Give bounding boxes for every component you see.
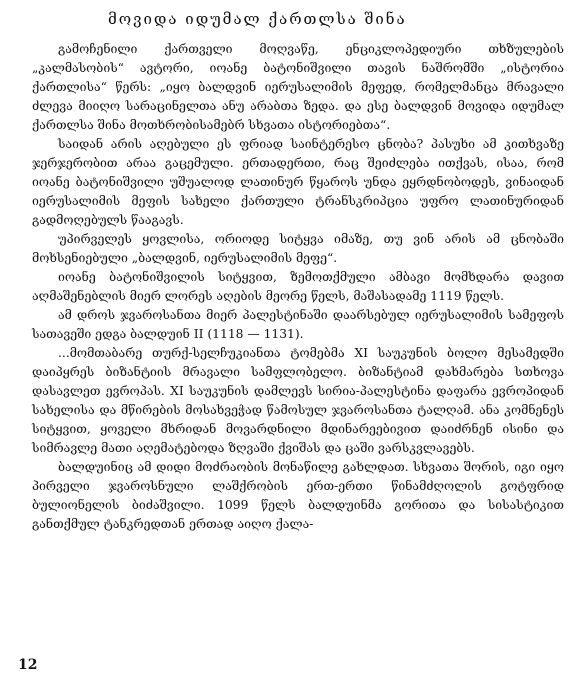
paragraph: ბალდუინიც ამ დიდი მოძრაობის მონაწილე გახლდათ. სხვათა შორის, იგი იყო პირველი ჯვაროსნული ლაშქრობის ერთ-ერთი წინამძღოლის გოტფრიდ ბულიონელის ბიძაშვილი. 1099 წელს ბალდუინმა გორითა და სისასტიკით განთქმულ ტანკრედთან ერთად აიღო ქალა- <box>32 460 564 531</box>
paragraph: გამოჩენილი ქართველი მოღვაწე, ენციკლოპედიური თხზულების „კალმასობის“ ავტორი, იოანე ბატონიშვილი თავის ნაშრომში „ისტორია ქართლისა“ წერს: „იყო ბალდვინ იერუსალიმის მეფედ, რომელმანცა მრავალი ძლევა მიიღო სარაცინელთა ანუ არაბთა ზედა. და ესე ბალდვინ მოვიდა იდუმალ ქართლსა შინა მოთხრობისამებრ სხვათა ისტორიებთა“. <box>32 42 564 132</box>
paragraph: უპირველეს ყოვლისა, ორიოდე სიტყვა იმაზე, თუ ვინ არის ამ ცნობაში მოხსენიებული „ბალდვინ, იერუსალიმის მეფე“. <box>32 232 564 265</box>
paragraph: იოანე ბატონიშვილის სიტყვით, ზემოთქმული ამბავი მომხდარა დავით აღმაშენებლის მიერ ლორეს აღების მეორე წელს, მაშასადამე 1119 წელს. <box>32 270 564 303</box>
page-number: 12 <box>18 657 38 673</box>
paragraph: საიდან არის აღებული ეს ფრიად საინტერესო ცნობა? პასუხი ამ კითხვაზე ჯერჯერობით არაა გაცემული. ერთადერთი, რაც შეიძლება ითქვას, ისაა, რომ იოანე ბატონიშვილი უშუალოდ ლათინურ წყაროს უნდა ეყრდნობოდეს, ვინაიდან იერუსალიმის მეფის სახელი ქართული ტრანსკრიპცია უფრო ლათინურიდან გადმოღებულს წააგავს. <box>32 137 564 227</box>
page-title: მოვიდა იდუმალ ქართლსა შინა <box>108 10 407 28</box>
paragraph: ...მომთაბარე თურქ-სელჩუკიანთა ტომებმა XI საუკუნის ბოლო მესამედში დაიპყრეს ბიზანტიის მრავალი სამფლობელო. ბიზანტიამ დახმარება სთხოვა დასავლეთ ევროპას. XI საუკუნის დამლევს სირია-პალესტინა დაფარა ევროპიდან სახელისა და მწირების მოსახვეჭად წამოსულ ჯვაროსანთა ტალღამ. ანა კომნენეს სიტყვით, ყოველი მხრიდან მოვარდნილი მდინარეებივით დაიძრნენ ისინი და სიმრავლე მათი აღემატებოდა ზღვაში ქვიშას და ცაში ვარსკვლავებს. <box>32 346 564 455</box>
body-text <box>32 40 564 534</box>
paragraph: ამ დროს ჯვაროსანთა მიერ პალესტინაში დაარსებულ იერუსალიმის სამეფოს სათავეში ედგა ბალდუინ II (1118 — 1131). <box>32 308 564 341</box>
